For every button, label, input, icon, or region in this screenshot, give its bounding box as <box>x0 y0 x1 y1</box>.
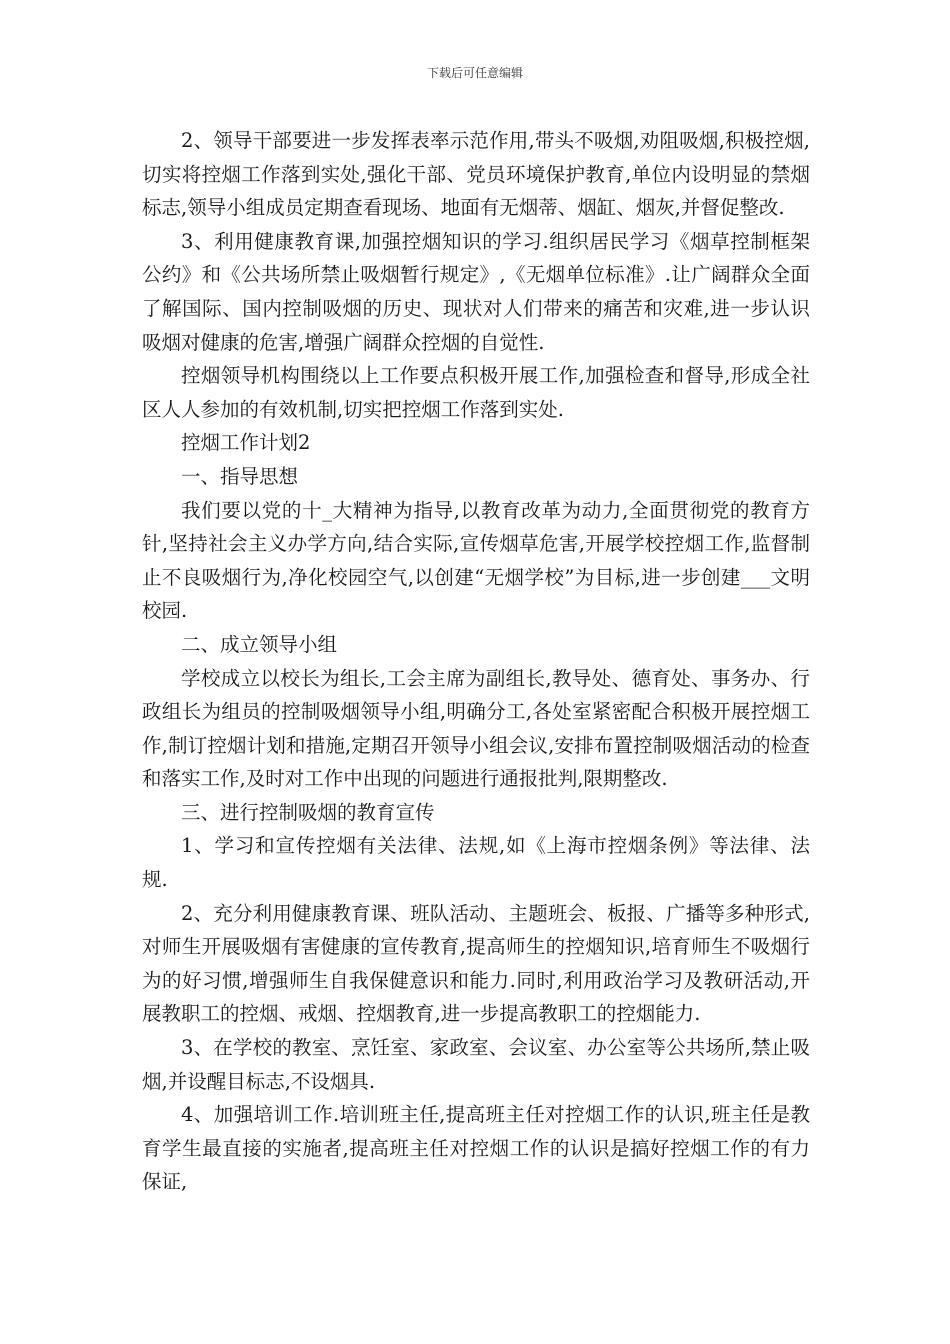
page-header: 下载后可任意编辑 <box>426 66 523 80</box>
document-body <box>142 124 810 1199</box>
paragraph-item-3: 3、在学校的教室、烹饪室、家政室、会议室、办公室等公共场所,禁止吸烟,并设醒目标志,不设烟具. <box>142 1036 810 1093</box>
paragraph-item-1: 1、学习和宣传控烟有关法律、法规,如《上海市控烟条例》等法律、法规. <box>142 834 810 892</box>
paragraph-item-4: 4、加强培训工作.培训班主任,提高班主任对控烟工作的认识,班主任是教育学生最直接的实施者,提高班主任对控烟工作的认识是搞好控烟工作的有力保证, <box>142 1103 810 1194</box>
paragraph-item-2: 2、充分利用健康教育课、班队活动、主题班会、板报、广播等多种形式,对师生开展吸烟有害健康的宣传教育,提高师生的控烟知识,培育师生不吸烟行为的好习惯,增强师生自我保健意识和能力.同时,利用政治学习及教研活动,开展教职工的控烟、戒烟、控烟教育,进一步提高教职工的控烟能力. <box>142 901 810 1026</box>
paragraph-leadership-group: 学校成立以校长为组长,工会主席为副组长,教导处、德育处、事务办、行政组长为组员的控制吸烟领导小组,明确分工,各处室紧密配合积极开展控烟工作,制订控烟计划和措施,定期召开领导小组会议,安排布置控制吸烟活动的检查和落实工作,及时对工作中出现的问题进行通报批判,限期整改. <box>142 666 810 791</box>
section-title-plan-2: 控烟工作计划2 <box>181 431 311 455</box>
paragraph-health-education: 3、利用健康教育课,加强控烟知识的学习.组织居民学习《烟草控制框架公约》和《公共场所禁止吸烟暂行规定》,《无烟单位标准》.让广阔群众全面了解国际、国内控制吸烟的历史、现状对人们带来的痛苦和灾难,进一步认识吸烟对健康的危害,增强广阔群众控烟的自觉性. <box>142 229 810 354</box>
paragraph-mechanism: 控烟领导机构围绕以上工作要点积极开展工作,加强检查和督导,形成全社区人人参加的有效机制,切实把控烟工作落到实处. <box>142 364 810 421</box>
paragraph-leader-example: 2、领导干部要进一步发挥表率示范作用,带头不吸烟,劝阻吸烟,积极控烟,切实将控烟工作落到实处,强化干部、党员环境保护教育,单位内设明显的禁烟标志,领导小组成员定期查看现场、地面有无烟蒂、烟缸、烟灰,并督促整改. <box>142 129 810 220</box>
paragraph-guiding-ideology: 我们要以党的十_大精神为指导,以教育改革为动力,全面贯彻党的教育方针,坚持社会主义办学方向,结合实际,宣传烟草危害,开展学校控烟工作,监督制止不良吸烟行为,净化校园空气,以创建“无烟学校”为目标,进一步创建___文明校园. <box>142 498 810 623</box>
heading-leadership-group: 二、成立领导小组 <box>181 632 338 656</box>
heading-guiding-ideology: 一、指导思想 <box>181 464 299 488</box>
heading-education-publicity: 三、进行控制吸烟的教育宣传 <box>181 800 435 824</box>
